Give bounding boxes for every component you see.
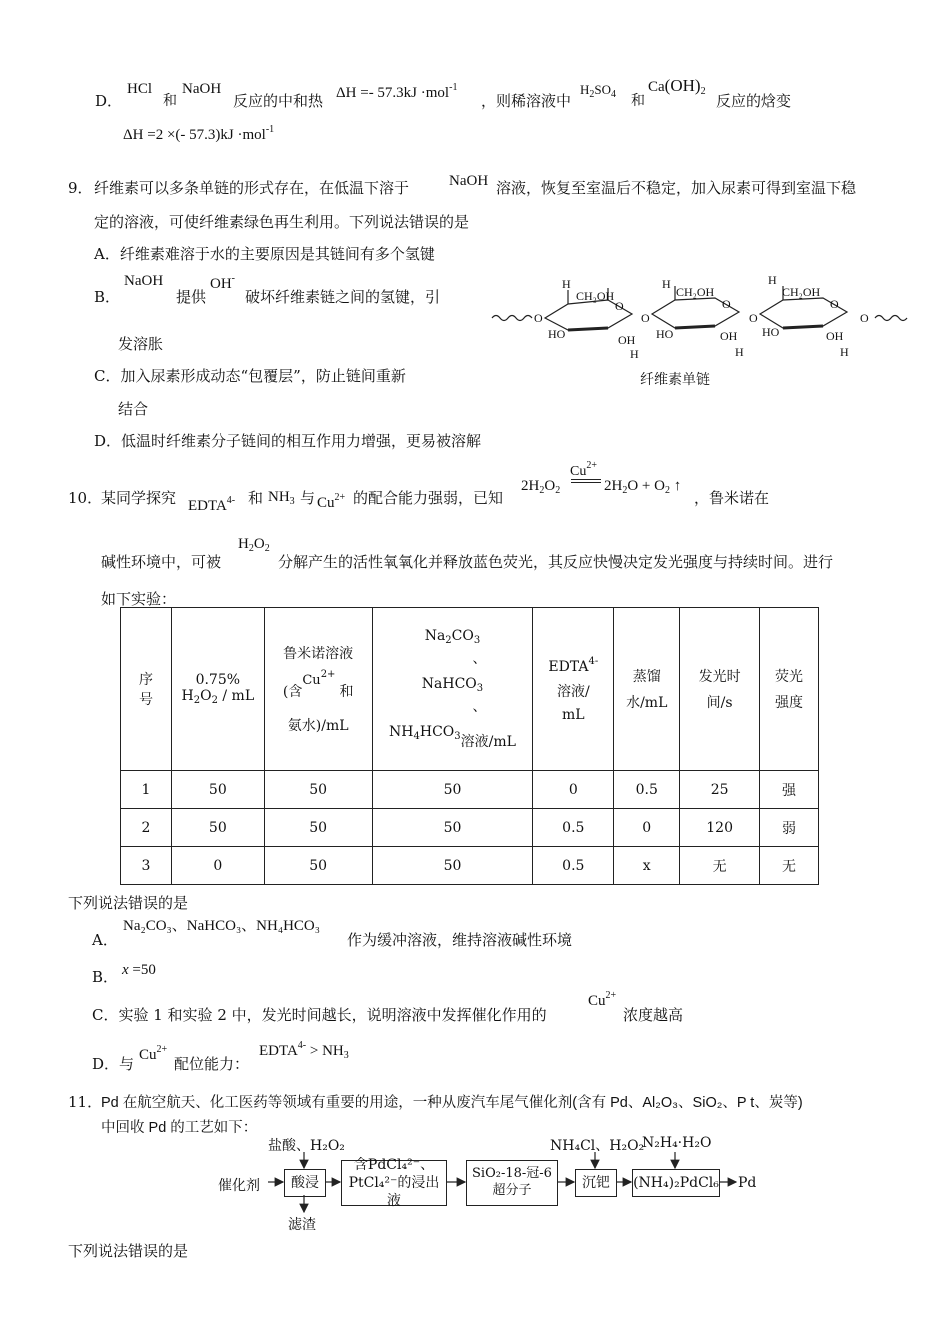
chain-wave-right — [875, 316, 907, 321]
table-row — [121, 771, 819, 809]
q10-stem-1a: 某同学探究 — [101, 489, 177, 507]
q10-h2o2: $H_2O_2$ — [238, 536, 270, 554]
cell-edta: 0 — [533, 771, 614, 809]
q10-and: 和 — [248, 489, 264, 507]
header-seq: 序 号 — [121, 608, 172, 771]
header-intensity: 荧光 强度 — [760, 608, 819, 771]
q10-eq-catalyst: $Cu^{2+}$ — [570, 460, 597, 479]
table-row — [121, 809, 819, 847]
fig-oh-3: OH — [826, 329, 844, 343]
q10-eq-arrow-top — [571, 479, 601, 480]
fig-o-link-1: O — [534, 311, 543, 325]
q10-option-c-cu: $Cu^{2+}$ — [588, 990, 617, 1009]
cell-seq: 2 — [121, 809, 172, 847]
header-time: 发光时 间/s — [680, 608, 760, 771]
cell-intensity: 弱 — [760, 809, 819, 847]
flow-supramolecule-box: SiO₂-18-冠-6 超分子 — [466, 1160, 558, 1206]
fig-o-ring-2: O — [722, 297, 731, 311]
flow-leach-box: 酸浸 — [284, 1169, 326, 1197]
q10-option-b-letter: B． — [92, 968, 119, 986]
fig-ch2oh-3: CH₂OH — [782, 285, 821, 299]
q11-ask: 下列说法错误的是 — [68, 1242, 189, 1260]
cell-buffer: 50 — [372, 771, 533, 809]
q10-eq-arrow-bottom — [571, 482, 601, 483]
q10-option-c-end: 浓度越高 — [623, 1006, 684, 1024]
cell-h2o2: 0 — [171, 847, 264, 885]
flow-arrows — [260, 1150, 760, 1220]
cell-water: x — [614, 847, 680, 885]
cell-h2o2: 50 — [171, 771, 264, 809]
header-buffer: $Na_2CO_3$ 、 NaHCO$_3$ 、 $NH_4HCO_3$溶液/mL — [372, 608, 533, 771]
cell-edta: 0.5 — [533, 809, 614, 847]
cell-time: 无 — [680, 847, 760, 885]
fig-o-link-3: O — [749, 311, 758, 325]
cell-water: 0.5 — [614, 771, 680, 809]
q8-text-enthalpy: 反应的焓变 — [716, 92, 792, 110]
q10-stem-3: 如下实验： — [101, 590, 177, 608]
header-h2o2: 0.75% $H_2O_2$ / mL — [171, 608, 264, 771]
fig-h-1b: H — [630, 347, 639, 361]
header-water: 蒸馏 水/mL — [614, 608, 680, 771]
q10-eq-left: $2H_2O_2$ — [521, 478, 561, 496]
q9-number: 9． — [68, 179, 93, 197]
q9-option-b-oh: OH- — [210, 273, 236, 292]
q9-option-a: A．纤维素难溶于水的主要原因是其链间有多个氢键 — [94, 245, 435, 263]
fig-ch2oh-2: CH₂OH — [676, 285, 715, 299]
q9-stem-2: 定的溶液，可使纤维素绿色再生利用。下列说法错误的是 — [94, 213, 470, 231]
q9-option-c-line1: C．加入尿素形成动态“包覆层”，防止链间重新 — [94, 367, 406, 385]
fig-ho-1: HO — [548, 327, 566, 341]
q8-option-d-line1: D． — [95, 92, 123, 110]
cell-luminol: 50 — [264, 771, 372, 809]
q10-with: 与 — [300, 489, 316, 507]
q10-stem-1c: ，鲁米诺在 — [694, 489, 770, 507]
q8-h2so4: $H_2SO_4$ — [580, 82, 617, 100]
q10-option-d-a: D．与 — [92, 1055, 135, 1073]
cell-edta: 0.5 — [533, 847, 614, 885]
fig-ho-2: HO — [656, 327, 674, 341]
q9-option-b-mid: 提供 — [176, 288, 207, 306]
flow-reduce-reagent: N₂H₄·H₂O — [642, 1135, 712, 1151]
flow-leachate-box: 含PdCl₄²⁻、 PtCl₄²⁻的浸出液 — [341, 1160, 447, 1206]
fig-h-1: H — [562, 277, 571, 291]
cell-buffer: 50 — [372, 847, 533, 885]
cell-time: 25 — [680, 771, 760, 809]
fig-h-3b: H — [840, 345, 849, 359]
fig-o-link-2: O — [641, 311, 650, 325]
cell-time: 120 — [680, 809, 760, 847]
q11-stem-1: Pd 在航空航天、化工医药等领域有重要的用途，一种从废汽车尾气催化剂(含有 Pd、Al₂O₃、SiO₂、P t、炭等) — [101, 1095, 803, 1111]
q10-option-a-letter: A． — [92, 931, 118, 949]
cell-seq: 1 — [121, 771, 172, 809]
fig-h-3: H — [768, 273, 777, 287]
q9-stem-1b: 溶液，恢复至室温后不稳定，加入尿素可得到室温下稳 — [496, 179, 857, 197]
cell-buffer: 50 — [372, 809, 533, 847]
fig-oh-2: OH — [720, 329, 738, 343]
q11-stem-2: 中回收 Pd 的工艺如下： — [101, 1120, 258, 1136]
q8-naoh: NaOH — [182, 81, 222, 97]
header-edta: $EDTA^{4-}$ 溶液/ mL — [533, 608, 614, 771]
cellulose-chain-figure — [490, 270, 915, 365]
q8-text-and: 和 — [163, 93, 177, 109]
q10-option-c-text: C．实验 1 和实验 2 中，发光时间越长，说明溶液中发挥催化作用的 — [92, 1006, 547, 1024]
q9-option-d: D．低温时纤维素分子链间的相互作用力增强，更易被溶解 — [94, 432, 482, 450]
q10-stem-2a: 碱性环境中，可被 — [101, 553, 222, 571]
q9-stem-naoh: NaOH — [449, 173, 489, 189]
q10-stem-2b: 分解产生的活性氧氧化并释放蓝色荧光，其反应快慢决定发光强度与持续时间。进行 — [278, 553, 834, 571]
cell-h2o2: 50 — [171, 809, 264, 847]
q8-caoh2: $Ca(OH)_2$ — [648, 76, 706, 97]
figure-caption: 纤维素单链 — [640, 372, 710, 388]
cell-seq: 3 — [121, 847, 172, 885]
q10-option-b-eq: x =50 — [122, 962, 156, 978]
header-luminol: 鲁米诺溶液 (含$Cu^{2+}$和 氨水)/mL — [264, 608, 372, 771]
q10-option-a-chem: Na₂CO₃、NaHCO₃、NH₄HCO₃ — [123, 918, 320, 934]
flow-complex-box: (NH₄)₂PdCl₆ — [632, 1169, 720, 1197]
flow-ppt-reagent: NH₄Cl、H₂O₂ — [550, 1138, 645, 1154]
q8-text-and2: 和 — [631, 93, 645, 109]
q10-stem-1b: 的配合能力强弱，已知 — [353, 489, 504, 507]
q8-hcl: HCl — [127, 81, 153, 97]
q9-option-b-letter: B． — [94, 288, 121, 306]
q11-number: 11． — [68, 1093, 103, 1111]
fig-ho-3: HO — [762, 325, 780, 339]
fig-oh-1: OH — [618, 333, 636, 347]
q10-eq-right: $2H_2O + O_2$ ↑ — [604, 478, 682, 496]
flow-catalyst-label: 催化剂 — [218, 1178, 260, 1194]
q9-option-b-line2: 发溶胀 — [118, 335, 164, 353]
chain-wave-left — [492, 316, 532, 321]
q10-option-d-edta: $EDTA^{4-} > NH_3$ — [259, 1040, 349, 1061]
fig-o-link-4: O — [860, 311, 869, 325]
fig-h-2b: H — [735, 345, 744, 359]
cell-luminol: 50 — [264, 847, 372, 885]
q10-cu: $Cu^{2+}$ — [317, 492, 346, 511]
flow-residue-label: 滤渣 — [288, 1217, 316, 1233]
flow-acid-reagent: 盐酸、H₂O₂ — [268, 1138, 345, 1154]
experiment-table — [120, 607, 819, 885]
flow-precipitate-box: 沉钯 — [575, 1169, 617, 1197]
q10-ask: 下列说法错误的是 — [68, 894, 189, 912]
cell-intensity: 强 — [760, 771, 819, 809]
table-row — [121, 847, 819, 885]
q10-option-d-b: 配位能力： — [174, 1055, 250, 1073]
q8-text-neutral: 反应的中和热 — [233, 92, 324, 110]
q9-option-b-end: 破坏纤维素链之间的氢键，引 — [245, 288, 441, 306]
fig-o-ring-1: O — [615, 299, 624, 313]
cell-luminol: 50 — [264, 809, 372, 847]
flow-product-label: Pd — [738, 1175, 757, 1191]
cell-water: 0 — [614, 809, 680, 847]
fig-o-ring-3: O — [830, 297, 839, 311]
q10-option-a-text: 作为缓冲溶液，维持溶液碱性环境 — [347, 931, 573, 949]
q8-dh2: ΔH =2 ×(- 57.3)kJ ·mol$^{-1}$ — [123, 124, 275, 143]
q10-number: 10． — [68, 489, 103, 507]
q10-option-d-cu: $Cu^{2+}$ — [139, 1044, 168, 1063]
q8-text-dilute: ，则稀溶液中 — [481, 92, 572, 110]
q10-nh3: $NH_3$ — [268, 489, 295, 507]
fig-h-2: H — [662, 277, 671, 291]
q10-edta: $EDTA^{4-}$ — [188, 495, 236, 514]
q9-option-b-naoh: NaOH — [124, 273, 164, 289]
fig-ch2oh-1: CH₂OH — [576, 289, 615, 303]
cell-intensity: 无 — [760, 847, 819, 885]
q8-dh1: ΔH =- 57.3kJ ·mol$^{-1}$ — [336, 82, 458, 101]
table-header-row — [121, 608, 819, 771]
q9-option-c-line2: 结合 — [118, 400, 149, 418]
q9-stem-1a: 纤维素可以多条单链的形式存在，在低温下溶于 — [94, 179, 410, 197]
